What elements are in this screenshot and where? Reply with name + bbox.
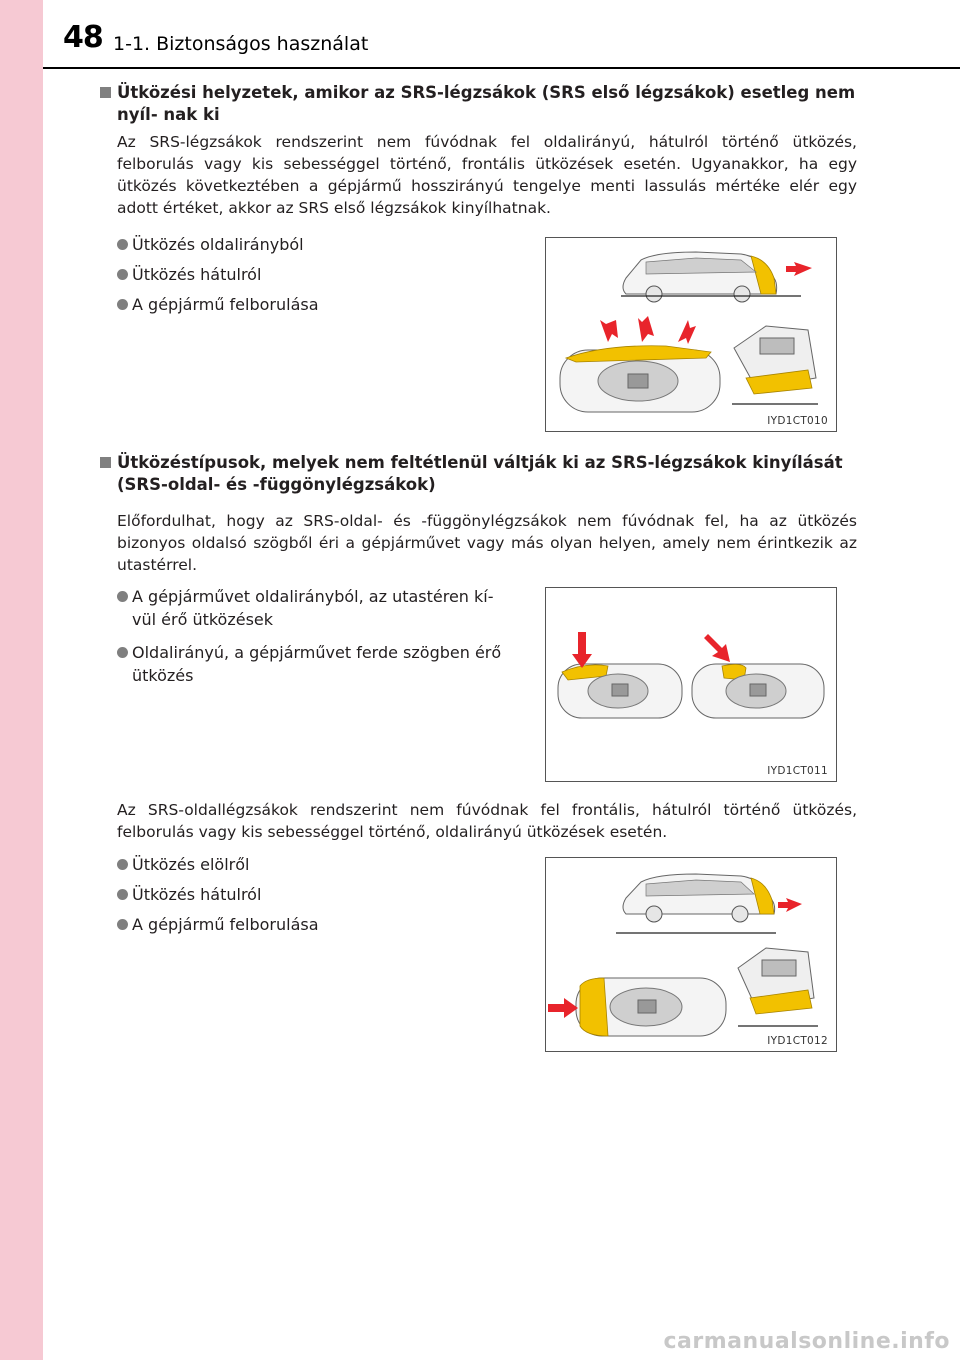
side-view-car [616,874,802,933]
chapter-title: 1-1. Biztonságos használat [113,33,369,55]
list-item: A gépjárművet oldalirányból, az utastéren kí- vül érő ütközések [117,585,522,631]
top-view-car-left [558,632,682,718]
paragraph-1: Az SRS-légzsákok rendszerint nem fúvódnak fel oldalirányú, hátulról történő ütközés, felborulás vagy kis sebességgel történő, frontális ütközések esetén. Ugyanakkor, ha egy ütközés következtében a gépjármű hosszirányú tengelye menti lassulás mértéke elér egy adott értéket, akkor az SRS első légzsákok kinyílhatnak. [117,133,857,217]
side-view-car [621,252,812,302]
list-item: A gépjármű felborulása [117,293,319,316]
bullet-dot-icon [117,591,128,602]
bullet-dot-icon [117,647,128,658]
section-heading-text: Ütközéstípusok, melyek nem feltétlenül váltják ki az SRS-légzsákok kinyílását (SRS-oldal- és -függönylégzsákok) [117,453,843,494]
section-heading-1 [100,82,860,126]
car-illustration [546,588,836,781]
figure-side-airbag-exceptions [545,857,837,1052]
list-item: Ütközés oldalirányból [117,233,319,256]
section-heading-text: Ütközési helyzetek, amikor az SRS-légzsákok (SRS első légzsákok) esetleg nem nyíl- nak ki [117,83,856,124]
rollover-car [738,948,818,1026]
bullet-list-3 [117,853,319,936]
top-view-car [548,978,726,1036]
bullet-dot-icon [117,889,128,900]
figure-code: IYD1CT010 [767,415,828,427]
paragraph-2: Előfordulhat, hogy az SRS-oldal- és -függönylégzsákok nem fúvódnak fel, ha az ütközés bizonyos oldalsó szögből éri a gépjárművet vagy más olyan helyen, amely nem érintkezik az utastérrel. [117,512,857,574]
page-number: 48 [63,20,103,55]
figure-side-airbag-oblique [545,587,837,782]
list-item: Ütközés hátulról [117,263,319,286]
list-item: Oldalirányú, a gépjárművet ferde szögben érő ütközés [117,641,522,687]
bullet-dot-icon [117,239,128,250]
bullet-dot-icon [117,269,128,280]
square-bullet-icon [100,87,111,98]
section-heading-2 [100,452,860,496]
rollover-car [732,326,818,404]
bullet-list-2 [117,585,522,687]
watermark: carmanualsonline.info [663,1329,950,1354]
figure-code: IYD1CT012 [767,1035,828,1047]
car-illustration [546,858,836,1051]
sidebar-band [0,0,43,1360]
figure-code: IYD1CT011 [767,765,828,777]
list-item: Ütközés hátulról [117,883,319,906]
top-view-car [560,316,720,412]
square-bullet-icon [100,457,111,468]
car-illustration [546,238,836,431]
paragraph-3: Az SRS-oldallégzsákok rendszerint nem fúvódnak fel frontális, hátulról történő ütközés, felborulás vagy kis sebességgel történő, oldalirányú ütközések esetén. [117,801,857,841]
list-item: Ütközés elölről [117,853,319,876]
bullet-dot-icon [117,919,128,930]
bullet-dot-icon [117,859,128,870]
bullet-dot-icon [117,299,128,310]
top-view-car-right [692,634,824,718]
figure-front-airbag-exceptions [545,237,837,432]
bullet-list-1 [117,233,319,316]
list-item: A gépjármű felborulása [117,913,319,936]
header-rule [43,67,960,69]
